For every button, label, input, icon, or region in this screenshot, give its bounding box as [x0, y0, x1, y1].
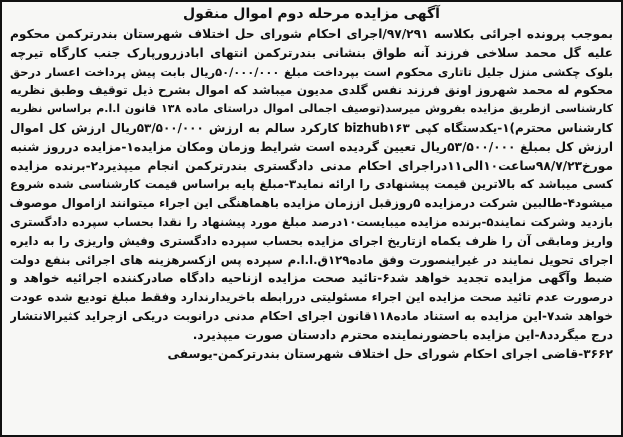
notice-title: آگهی مزایده مرحله دوم اموال منقول [183, 6, 440, 22]
notice-line: درصورت عدم تائید صحت مزایده این اجراء مسئولیتی دررابطه باخریدارندارد وفقط مبلغ تودیع شده عودت [10, 290, 613, 305]
notice-line: علیه گل محمد سلاخی فرزند آنه طواق بنشانی بندرترکمن انتهای ابادزرورپارک جنب کارگاه تیرچه [10, 45, 613, 60]
notice-line: خواهد شد۷-این مزایده به استناد ماده۱۱۸قانون اجرای احکام مدنی درانوبت دریکی ازجراید کثیرالانتشار [10, 308, 613, 323]
notice-line: درج میگردد۸-این مزایده باحضورنماینده محترم دادستان صورت میپذیرد. [192, 327, 613, 342]
notice-line: مورخ۹۸/۷/۲۳ساعت۱۰الی۱۱دراجرای احکام مدنی دادگستری بندرترکمن انجام میپذیرد۲-برنده مزایده [10, 158, 613, 173]
notice-line: واریز ومابقی آن را ظرف یکماه ازتاریخ اجرای مزایده بحساب سپرده دادگستری وفیش واریزی را به دایره [10, 233, 613, 248]
notice-line: ضبط وآگهی مزایده تجدید خواهد شد۶-تائید صحت مزایده ازناحیه دادگاه صادرکننده اجرائیه خواهد و [10, 271, 613, 286]
notice-line: کسی میباشد که بالاترین قیمت پیشنهادی را ارائه نماید۳-مبلغ پایه براساس قیمت کارشناسی شده شروع [10, 177, 613, 192]
notice-line: میشود۴-طالبین شرکت درمزایده ۵روزقبل اززمان مزایده باهماهنگی این اجراء میتوانند ازاموال موصوف [10, 196, 613, 211]
notice-line: کارشناسی ازطریق مزایده بفروش میرسد(توصیف اجمالی اموال دراستای ماده ۱۳۸ قانون ا.ا.م براساس نظریه [10, 102, 613, 116]
notice-line: کارشناس محترم)۱-یکدستگاه کپی bizhub۱۶۳ کارکرد سالم به ارزش ۵۳/۵۰۰/۰۰۰ریال ارزش کل اموال [10, 120, 613, 135]
notice-line: بازدید وشرکت نمایند۵-برنده مزایده میبایست۱۰درصد مبلغ مورد پیشنهاد را نقدا بحساب سپرده دادگستری [10, 214, 613, 229]
notice-line: بلوک چکشی منزل جلیل تاتاری محکوم است بپرداخت مبلغ ۵۰/۰۰۰/۰۰۰ریال بابت پیش پرداخت اعسار درحق [10, 64, 613, 79]
notice-line: ارزش کل بمبلغ ۵۳/۵۰۰/۰۰۰ریال تعیین گردیده است شرایط وزمان ومکان مزایده۱-مزایده درروز شنبه [10, 139, 613, 154]
notice-line: اجرای تحویل نمایند در غیراینصورت وفق ماده۱۲۹ق.ا.ا.م سپرده پس ازکسرهزینه های اجرائی بنفع دولت [10, 252, 613, 267]
notice-signature: ۳۶۶۲-قاضی اجرای احکام شورای حل اختلاف شهرستان بندرترکمن-یوسفی [167, 346, 613, 361]
notice-line: بموجب پرونده اجرائی بکلاسه ۹۷/۲۹۱/اجرای احکام شورای حل اختلاف شهرستان بندرترکمن محکوم [10, 27, 613, 41]
notice-line: محکوم له محمد شهروز اونق فرزند نفس گلدی مدیون میباشد که اموال بشرح ذیل توقیف وطبق نظریه [10, 83, 613, 98]
